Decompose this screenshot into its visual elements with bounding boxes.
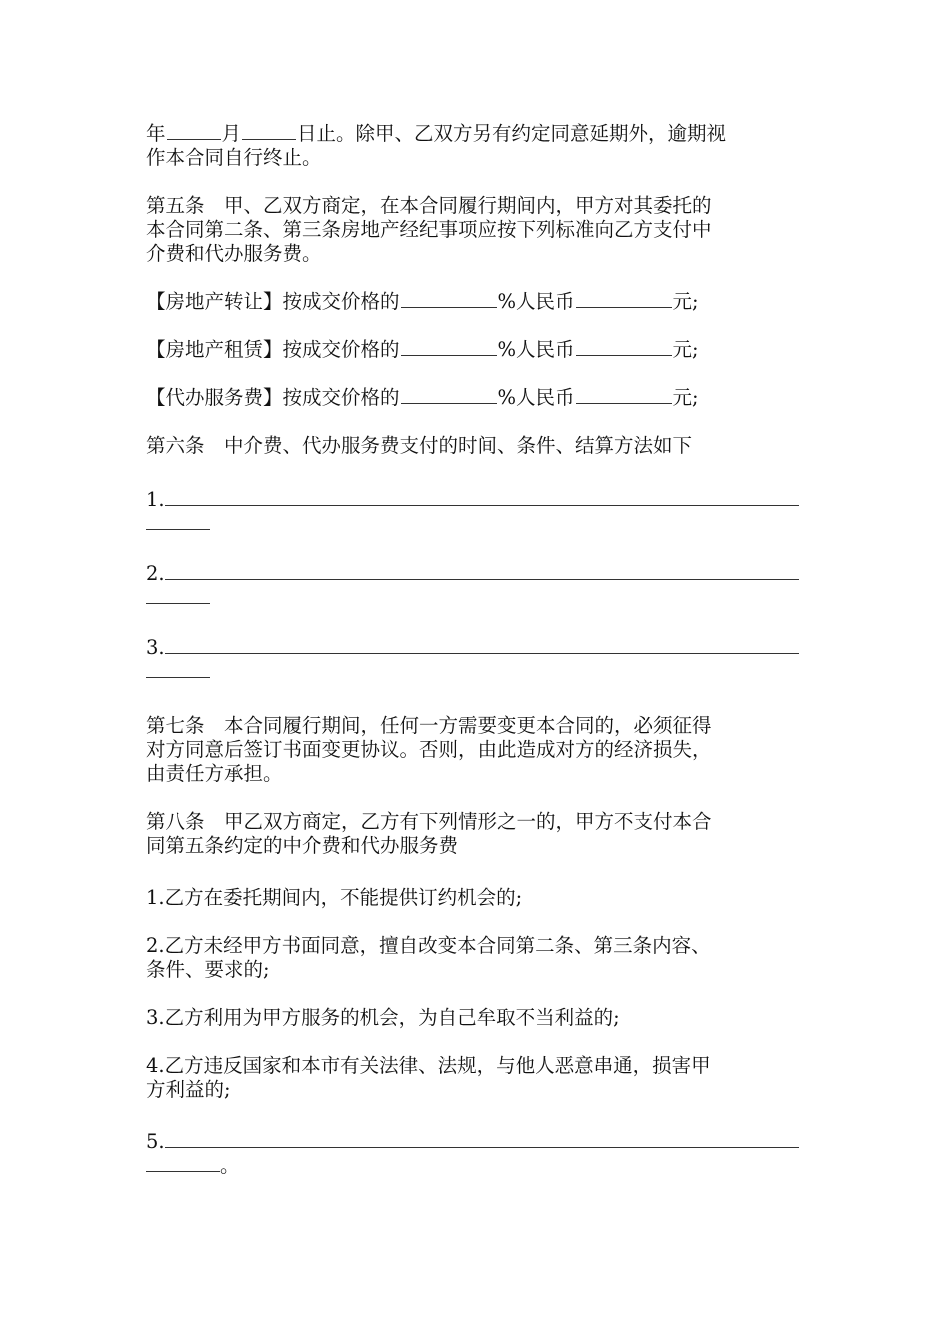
art8-item-4: 4.乙方违反国家和本市有关法律、法规，与他人恶意串通，损害甲 方利益的; — [146, 1054, 711, 1101]
fee-lease: 【房地产租赁】按成交价格的 %人民币 元; — [146, 338, 699, 361]
fill-line-tail — [146, 676, 210, 678]
fee-service: 【代办服务费】按成交价格的 %人民币 元; — [146, 386, 699, 409]
payment-item-1: 1. — [146, 488, 806, 536]
fill-line-tail — [146, 602, 210, 604]
contract-body — [146, 122, 806, 1178]
fill-line-tail — [146, 528, 210, 530]
fill-line-tail — [146, 1170, 220, 1172]
term-end-line: 年 月 日止。除甲、乙双方另有约定同意延期外，逾期视 — [146, 122, 727, 145]
amount-blank — [576, 402, 672, 404]
fill-line — [165, 578, 799, 580]
art8-item-2: 2.乙方未经甲方书面同意，擅自改变本合同第二条、第三条内容、 条件、要求的; — [146, 934, 711, 981]
fill-line — [165, 652, 799, 654]
term-end-line-2: 作本合同自行终止。 — [146, 146, 322, 169]
percent-blank — [401, 354, 497, 356]
art8-item-1: 1.乙方在委托期间内，不能提供订约机会的; — [146, 886, 523, 909]
payment-item-2: 2. — [146, 562, 806, 610]
percent-blank — [401, 402, 497, 404]
fill-line — [165, 504, 799, 506]
percent-blank — [401, 306, 497, 308]
amount-blank — [576, 354, 672, 356]
amount-blank — [576, 306, 672, 308]
fill-line — [165, 1146, 799, 1148]
article-7: 第七条 本合同履行期间，任何一方需要变更本合同的，必须征得 对方同意后签订书面变更协议。否则，由此造成对方的经济损失， 由责任方承担。 — [146, 714, 712, 785]
article-8: 第八条 甲乙双方商定，乙方有下列情形之一的，甲方不支付本合 同第五条约定的中介费和代办服务费 — [146, 810, 712, 857]
payment-item-3: 3. — [146, 636, 806, 684]
art8-item-3: 3.乙方利用为甲方服务的机会，为自己牟取不当利益的; — [146, 1006, 620, 1029]
fee-transfer: 【房地产转让】按成交价格的 %人民币 元; — [146, 290, 699, 313]
article-6: 第六条 中介费、代办服务费支付的时间、条件、结算方法如下 — [146, 434, 693, 457]
day-blank — [242, 138, 296, 140]
year-blank — [167, 138, 221, 140]
article-5: 第五条 甲、乙双方商定，在本合同履行期间内，甲方对其委托的 本合同第二条、第三条房地产经纪事项应按下列标准向乙方支付中 介费和代办服务费。 — [146, 194, 712, 265]
art8-item-5: 5. 。 — [146, 1130, 806, 1178]
